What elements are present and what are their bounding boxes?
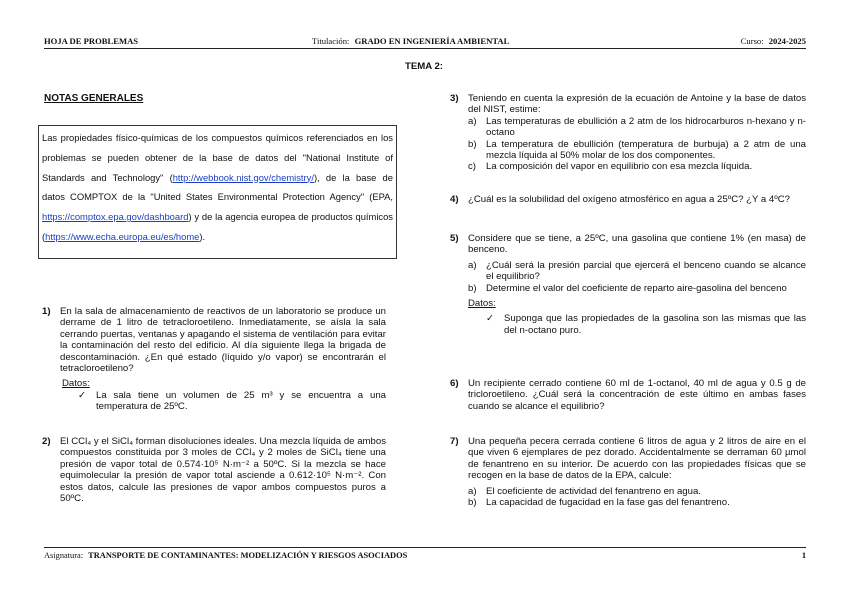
header-right-label: Curso:	[740, 36, 764, 46]
header-right-value: 2024-2025	[768, 36, 806, 46]
problem-6-number: 6)	[450, 378, 459, 389]
header-center-value: GRADO EN INGENIERÍA AMBIENTAL	[354, 36, 510, 46]
problem-5-datos: Datos:	[468, 298, 496, 310]
problem-6	[450, 378, 806, 412]
problem-7-b-label: b)	[468, 497, 477, 509]
problem-1-check-item	[42, 390, 386, 413]
problem-4	[450, 194, 806, 205]
problem-2-text: El CCl₄ y el SiCl₄ forman disoluciones ideales. Una mezcla líquida de ambos compuestos constituida por 3 moles de CCl₄ y 2 moles de SiCl₄ tiene una presión de vapor total de 0.574·10⁵ N·m⁻² a 50ºC. Si la mezcla se hace equimolecular la presión de vapor total asciende a 0.612·10⁵ N·m⁻². Con estos datos, calcule las presiones de vapor ambos compuestos puros a 50ºC.	[60, 436, 386, 505]
check-icon: ✓	[486, 313, 495, 325]
problem-4-number: 4)	[450, 194, 459, 205]
problem-3-number: 3)	[450, 93, 459, 104]
problem-4-text: ¿Cuál es la solubilidad del oxígeno atmosférico en agua a 25ºC? ¿Y a 4ºC?	[468, 194, 791, 205]
problem-7	[450, 436, 806, 508]
problem-7-a-label: a)	[468, 485, 477, 497]
check-icon: ✓	[78, 389, 87, 401]
comptox-link[interactable]: https://comptox.epa.gov/dashboard	[42, 211, 189, 223]
notes-text-1: Las propiedades físico-químicas de los compuestos químicos referenciados en los problemas se pueden obtener de la base de datos del "National Institute of Standards and Technology" (	[42, 132, 393, 183]
problem-5-item-b	[468, 283, 806, 294]
problem-7-a-text: El coeficiente de actividad del fenantreno en agua.	[486, 485, 701, 497]
problem-5-text: Considere que se tiene, a 25ºC, una gasolina que contiene 1% (en masa) de benceno.	[468, 233, 806, 256]
problem-3-item-c	[468, 161, 806, 172]
problem-3-text: Teniendo en cuenta la expresión de la ecuación de Antoine y la base de datos del NIST, estime:	[468, 93, 806, 116]
problem-1	[42, 306, 386, 413]
problem-3-b-text: La temperatura de ebullición (temperatura de burbuja) a 2 atm de una mezcla líquida al 50% molar de los dos componentes.	[486, 138, 806, 162]
problem-7-text: Una pequeña pecera cerrada contiene 6 litros de agua y 2 litros de aire en el que viven 6 ejemplares de pez dorado. Accidentalmente se derraman 60 µmol de fenantreno en su interior. De acuerdo con las propiedades físicas que se recogen en la base de datos de la EPA, calcule:	[468, 436, 806, 482]
problem-1-number: 1)	[42, 306, 51, 317]
problem-2	[42, 436, 386, 504]
problem-5-b-label: b)	[468, 282, 477, 294]
problem-5-number: 5)	[450, 233, 459, 244]
footer-label: Asignatura:	[44, 551, 84, 560]
problem-5	[450, 233, 806, 336]
problem-5-check-item	[468, 313, 806, 336]
right-column	[450, 0, 806, 599]
problem-1-text: En la sala de almacenamiento de reactivos de un laboratorio se produce un derrame de 1 litro de tetracloroetileno. Inmediatamente, se aísla la sala cerrando puertas, ventanas y apagando el sistema de ventilación para evitar la contaminación del resto del edificio. Al día siguiente llega la brigada de descontaminación. ¿En qué estado (líquido y/o vapor) se encontrarán el tetracloroetileno?	[60, 306, 386, 375]
problem-2-number: 2)	[42, 436, 51, 447]
problem-3-item-b	[468, 139, 806, 162]
problem-5-a-label: a)	[468, 259, 477, 271]
problem-6-text: Un recipiente cerrado contiene 60 ml de 1-octanol, 40 ml de agua y 0.5 g de tricloroetileno. ¿Cuál será la concentración de este último en ambas fases cuando se alcance el equilibrio?	[468, 378, 806, 412]
notas-title: NOTAS GENERALES	[44, 93, 144, 104]
footer-rule	[44, 547, 806, 548]
header-left: HOJA DE PROBLEMAS	[44, 36, 139, 46]
problem-3-a-label: a)	[468, 115, 477, 127]
page-number: 1	[801, 551, 806, 560]
problem-5-b-text: Determine el valor del coeficiente de reparto aire-gasolina del benceno	[486, 282, 787, 294]
problem-7-item-b	[468, 497, 806, 508]
problem-7-b-text: La capacidad de fugacidad en la fase gas del fenantreno.	[486, 497, 730, 509]
problem-3-item-a	[468, 116, 806, 139]
tema-title: TEMA 2:	[404, 61, 444, 72]
notes-text-2: ), de la base de datos COMPTOX de la "United States Environmental Protection Agency" (EPA,	[42, 171, 393, 203]
nist-link[interactable]: http://webbook.nist.gov/chemistry/	[172, 171, 314, 183]
problem-1-check-text: La sala tiene un volumen de 25 m³ y se encuentra a una temperatura de 25ºC.	[96, 389, 386, 413]
left-column	[42, 0, 386, 599]
footer-subject	[44, 551, 407, 560]
echa-link[interactable]: https://www.echa.europa.eu/es/home	[45, 230, 200, 242]
header-center-label: Titulación:	[312, 36, 350, 46]
problem-3-a-text: Las temperaturas de ebullición a 2 atm de los hidrocarburos n-hexano y n-octano	[486, 115, 806, 139]
problem-7-item-a	[468, 486, 806, 497]
problem-3-c-text: La composición del vapor en equilibrio con esa mezcla líquida.	[486, 161, 753, 173]
notes-text-3: ) y de la agencia europea de productos químicos (	[42, 211, 393, 242]
problem-3-b-label: b)	[468, 138, 477, 150]
problem-1-datos: Datos:	[62, 378, 90, 390]
problem-5-item-a	[468, 260, 806, 283]
problem-5-a-text: ¿Cuál será la presión parcial que ejercerá el benceno cuando se alcance el equilibrio?	[486, 259, 806, 283]
notes-text-4: ).	[199, 230, 206, 242]
problem-7-number: 7)	[450, 436, 459, 447]
problem-3-c-label: c)	[468, 161, 476, 173]
problem-3	[450, 93, 806, 173]
problem-5-check-text: Suponga que las propiedades de la gasolina son las mismas que las del n-octano puro.	[504, 313, 806, 336]
footer-value: TRANSPORTE DE CONTAMINANTES: MODELIZACIÓN Y RIESGOS ASOCIADOS	[88, 551, 408, 560]
